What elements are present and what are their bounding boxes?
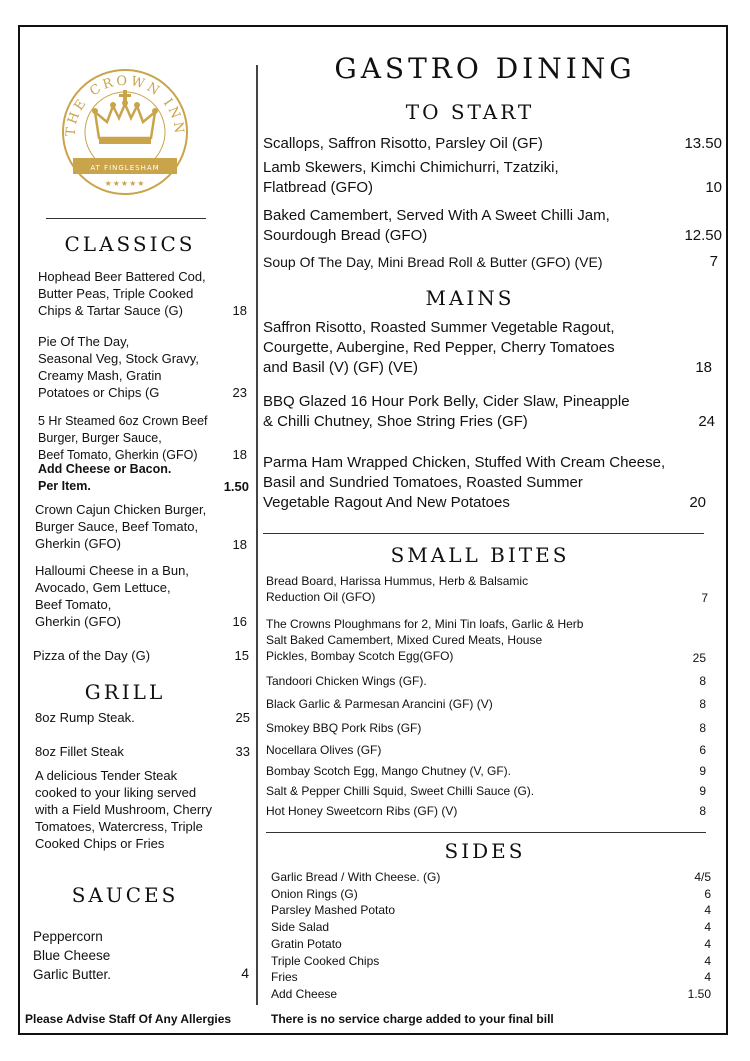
grill-item-1: 8oz Rump Steak. <box>35 710 135 725</box>
bites-item-4: Black Garlic & Parmesan Arancini (GF) (V) <box>266 697 493 711</box>
side-price: 4/5 <box>694 870 711 884</box>
classics-price-3: 18 <box>232 447 247 462</box>
side-name: Fries <box>271 970 298 985</box>
sauces-list: Peppercorn Blue Cheese Garlic Butter. <box>33 929 112 982</box>
allergies-note: Please Advise Staff Of Any Allergies <box>25 1012 232 1026</box>
side-name: Onion Rings (G) <box>271 886 358 901</box>
logo-stars: ★★★★★ <box>104 179 146 188</box>
classics-item-3: 5 Hr Steamed 6oz Crown Beef Burger, Burger Sauce, Beef Tomato, Gherkin (GFO) <box>38 414 208 462</box>
bites-item-1: Bread Board, Harissa Hummus, Herb & Balsamic Reduction Oil (GFO) <box>266 574 529 604</box>
grill-price-1: 25 <box>235 710 250 725</box>
service-charge-note: There is no service charge added to your final bill <box>271 1012 554 1026</box>
column-divider <box>256 65 258 1005</box>
mains-item-1: Saffron Risotto, Roasted Summer Vegetable Ragout, Courgette, Aubergine, Red Pepper, Cherry Tomatoes and Basil (V) (GF) (VE) <box>263 319 615 376</box>
mains-item-3: Parma Ham Wrapped Chicken, Stuffed With Cream Cheese, Basil and Sundried Tomatoes, Roasted Summer Vegetable Ragout And New Potatoes <box>263 454 666 511</box>
start-price-2: 10 <box>705 179 722 196</box>
start-item-3: Baked Camembert, Served With A Sweet Chilli Jam, Sourdough Bread (GFO) <box>263 207 610 244</box>
crown-icon <box>92 90 158 144</box>
bites-price-9: 8 <box>699 804 706 818</box>
bites-price-3: 8 <box>699 674 706 688</box>
bites-item-3: Tandoori Chicken Wings (GF). <box>266 674 427 688</box>
divider-sides <box>266 832 706 833</box>
bites-item-5: Smokey BBQ Pork Ribs (GF) <box>266 721 422 735</box>
side-price: 4 <box>704 920 711 935</box>
divider-classics <box>46 218 206 219</box>
classics-price-5: 16 <box>232 614 247 629</box>
classics-price-6: 15 <box>234 648 249 663</box>
side-name: Gratin Potato <box>271 936 342 951</box>
classics-item-1: Hophead Beer Battered Cod, Butter Peas, Triple Cooked Chips & Tartar Sauce (G) <box>38 269 206 318</box>
section-heading-classics: CLASSICS <box>64 232 196 256</box>
section-heading-grill: GRILL <box>84 680 166 704</box>
bites-price-8: 9 <box>699 784 706 798</box>
classics-item-6: Pizza of the Day (G) <box>33 648 151 663</box>
mains-price-1: 18 <box>695 359 712 376</box>
classics-addon-price: 1.50 <box>223 479 249 494</box>
logo-banner-text: AT FINGLESHAM <box>90 164 160 172</box>
divider-small-bites <box>263 533 704 534</box>
grill-note: A delicious Tender Steak cooked to your liking served with a Field Mushroom, Cherry Tomatoes, Watercress, Triple Cooked Chips or Fries <box>35 768 212 851</box>
section-heading-mains: MAINS <box>425 286 515 310</box>
start-item-2: Lamb Skewers, Kimchi Chimichurri, Tzatziki, Flatbread (GFO) <box>263 159 559 196</box>
mains-price-3: 20 <box>689 494 706 511</box>
classics-price-1: 18 <box>232 303 247 318</box>
classics-price-4: 18 <box>232 537 247 552</box>
classics-item-2: Pie Of The Day, Seasonal Veg, Stock Gravy, Creamy Mash, Gratin Potatoes or Chips (G <box>38 334 199 400</box>
bites-item-8: Salt & Pepper Chilli Squid, Sweet Chilli Sauce (G). <box>266 784 535 798</box>
start-price-1: 13.50 <box>684 135 722 152</box>
side-name: Add Cheese <box>271 986 338 1001</box>
side-row <box>271 969 711 986</box>
start-price-3: 12.50 <box>684 227 722 244</box>
logo-ring-text: THE CROWN INN <box>63 73 187 137</box>
mains-price-2: 24 <box>698 413 715 430</box>
section-heading-to-start: TO START <box>405 100 535 124</box>
bites-price-5: 8 <box>699 721 706 735</box>
side-price: 1.50 <box>687 986 711 1001</box>
bites-item-2: The Crowns Ploughmans for 2, Mini Tin loafs, Garlic & Herb Salt Baked Camembert, Mixed Cured Meats, House Pickles, Bombay Scotch Egg(GFO) <box>266 617 584 663</box>
bites-item-6: Nocellara Olives (GF) <box>266 743 382 757</box>
bites-item-7: Bombay Scotch Egg, Mango Chutney (V, GF). <box>266 764 512 778</box>
grill-price-2: 33 <box>235 744 250 759</box>
side-price: 4 <box>704 903 711 918</box>
side-row <box>271 953 711 970</box>
section-heading-sauces: SAUCES <box>71 883 179 907</box>
side-name: Triple Cooked Chips <box>271 953 380 968</box>
mains-item-2: BBQ Glazed 16 Hour Pork Belly, Cider Slaw, Pineapple & Chilli Chutney, Shoe String Fries (GF) <box>263 393 630 430</box>
sides-list <box>271 869 711 1003</box>
side-row <box>271 886 711 903</box>
side-name: Parsley Mashed Potato <box>271 903 396 918</box>
start-item-4: Soup Of The Day, Mini Bread Roll & Butter (GFO) (VE) <box>263 254 603 270</box>
bites-price-6: 6 <box>699 743 706 757</box>
classics-item-4: Crown Cajun Chicken Burger, Burger Sauce, Beef Tomato, Gherkin (GFO) <box>35 502 207 551</box>
side-row <box>271 869 711 886</box>
side-price: 4 <box>704 953 711 968</box>
classics-addon: Add Cheese or Bacon. Per Item. <box>38 462 172 493</box>
side-price: 4 <box>704 936 711 951</box>
side-price: 4 <box>704 970 711 985</box>
start-item-1: Scallops, Saffron Risotto, Parsley Oil (GF) <box>263 135 543 152</box>
page-title: GASTRO DINING <box>334 52 636 85</box>
side-row <box>271 902 711 919</box>
side-name: Side Salad <box>271 920 330 935</box>
bites-price-7: 9 <box>699 764 706 778</box>
section-heading-small-bites: SMALL BITES <box>390 543 570 567</box>
classics-item-5: Halloumi Cheese in a Bun, Avocado, Gem Lettuce, Beef Tomato, Gherkin (GFO) <box>35 563 189 629</box>
classics-price-2: 23 <box>232 385 247 400</box>
side-row <box>271 919 711 936</box>
bites-item-9: Hot Honey Sweetcorn Ribs (GF) (V) <box>266 804 458 818</box>
side-row <box>271 986 711 1003</box>
side-name: Garlic Bread / With Cheese. (G) <box>271 870 441 884</box>
bites-price-2: 25 <box>692 651 706 665</box>
section-heading-sides: SIDES <box>444 839 526 863</box>
crown-inn-logo <box>55 60 195 200</box>
side-row <box>271 936 711 953</box>
sauces-price: 4 <box>241 965 249 981</box>
bites-price-4: 8 <box>699 697 706 711</box>
start-price-4: 7 <box>709 253 718 270</box>
bites-price-1: 7 <box>701 591 708 605</box>
grill-item-2: 8oz Fillet Steak <box>35 744 124 759</box>
side-price: 6 <box>704 886 711 901</box>
